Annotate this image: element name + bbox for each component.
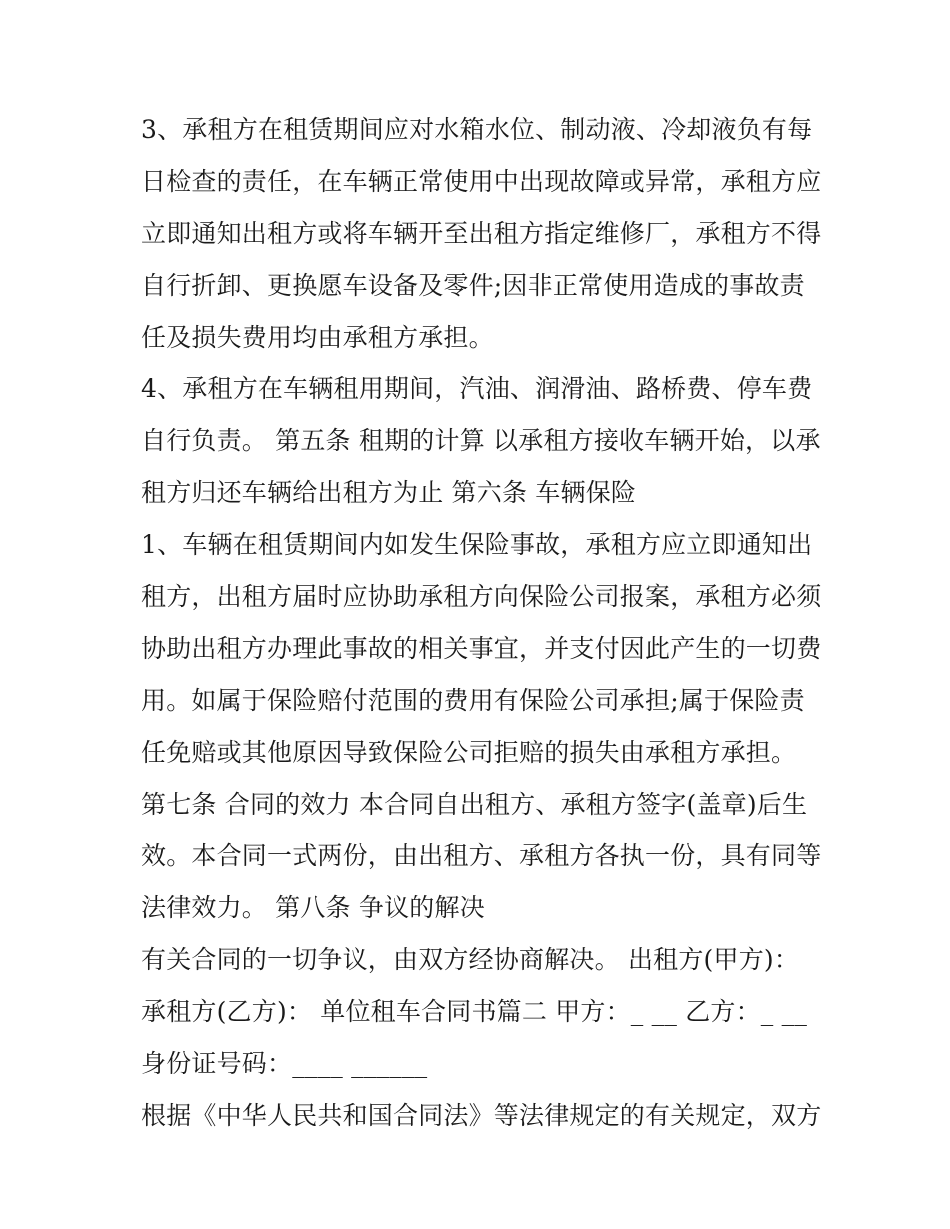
text-line: 任及损失费用均由承租方承担。 <box>141 322 494 352</box>
text-line: 1、车辆在租赁期间内如发生保险事故，承租方应立即通知出 <box>141 530 813 560</box>
text-line: 日检查的责任，在车辆正常使用中出现故障或异常，承租方应 <box>141 166 822 196</box>
text-line: 租方归还车辆给出租方为止 第六条 车辆保险 <box>141 478 637 508</box>
text-line: 自行负责。 第五条 租期的计算 以承租方接收车辆开始，以承 <box>141 426 821 456</box>
text-line: 法律效力。 第八条 争议的解决 <box>141 893 485 923</box>
text-line: 根据《中华人民共和国合同法》等法律规定的有关规定，双方 <box>141 1100 822 1130</box>
text-line: 任免赔或其他原因导致保险公司拒赔的损失由承租方承担。 <box>141 737 797 767</box>
text-line: 用。如属于保险赔付范围的费用有保险公司承担;属于保险责 <box>141 685 805 715</box>
text-line: 身份证号码：____ ______ <box>141 1049 428 1079</box>
text-line: 4、承租方在车辆租用期间，汽油、润滑油、路桥费、停车费 <box>141 374 813 404</box>
text-line: 3、承租方在租赁期间应对水箱水位、制动液、冷却液负有每 <box>141 115 813 144</box>
text-line: 立即通知出租方或将车辆开至出租方指定维修厂，承租方不得 <box>141 218 822 248</box>
text-line: 租方，出租方届时应协助承租方向保险公司报案，承租方必须 <box>141 582 822 612</box>
text-line: 效。本合同一式两份，由出租方、承租方各执一份，具有同等 <box>141 841 822 871</box>
text-line: 协助出租方办理此事故的相关事宜，并支付因此产生的一切费 <box>141 633 822 663</box>
contract-text <box>141 108 821 1146</box>
text-line: 自行折卸、更换愿车设备及零件;因非正常使用造成的事故责 <box>141 270 805 300</box>
text-line: 有关合同的一切争议，由双方经协商解决。 出租方(甲方)： <box>141 945 800 975</box>
text-line: 承租方(乙方)： 单位租车合同书篇二 甲方：_ __ 乙方：_ __ <box>141 997 808 1027</box>
text-line: 第七条 合同的效力 本合同自出租方、承租方签字(盖章)后生 <box>141 789 808 819</box>
